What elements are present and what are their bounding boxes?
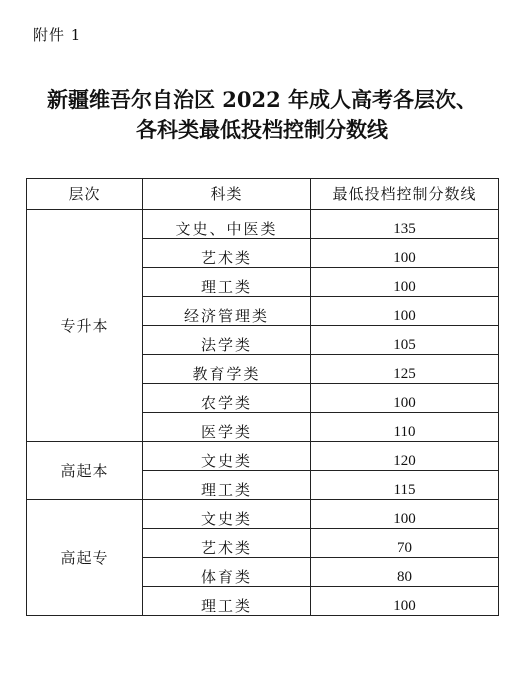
level-cell-gaoqiben: 高起本 bbox=[27, 442, 143, 500]
category-cell: 医学类 bbox=[143, 413, 311, 442]
score-cell: 110 bbox=[311, 413, 499, 442]
score-cell: 105 bbox=[311, 326, 499, 355]
category-cell: 教育学类 bbox=[143, 355, 311, 384]
category-cell: 经济管理类 bbox=[143, 297, 311, 326]
score-cell: 100 bbox=[311, 297, 499, 326]
score-cell: 125 bbox=[311, 355, 499, 384]
header-score: 最低投档控制分数线 bbox=[311, 179, 499, 210]
category-cell: 法学类 bbox=[143, 326, 311, 355]
attachment-label: 附件 1 bbox=[33, 26, 82, 44]
header-level: 层次 bbox=[27, 179, 143, 210]
category-cell: 文史、中医类 bbox=[143, 210, 311, 239]
level-cell-gaoqizhuan: 高起专 bbox=[27, 500, 143, 616]
category-cell: 农学类 bbox=[143, 384, 311, 413]
table-row bbox=[27, 442, 499, 471]
score-cell: 120 bbox=[311, 442, 499, 471]
score-cell: 100 bbox=[311, 239, 499, 268]
score-cell: 80 bbox=[311, 558, 499, 587]
table-header-row bbox=[27, 179, 499, 210]
level-cell-zhuanshengben: 专升本 bbox=[27, 210, 143, 442]
category-cell: 艺术类 bbox=[143, 529, 311, 558]
table-row bbox=[27, 210, 499, 239]
category-cell: 艺术类 bbox=[143, 239, 311, 268]
score-cell: 135 bbox=[311, 210, 499, 239]
document-title-line-1: 新疆维吾尔自治区 2022 年成人高考各层次、 bbox=[46, 87, 478, 112]
score-table bbox=[26, 178, 499, 616]
category-cell: 理工类 bbox=[143, 471, 311, 500]
score-cell: 100 bbox=[311, 268, 499, 297]
document-title-line-2: 各科类最低投档控制分数线 bbox=[136, 117, 388, 142]
category-cell: 文史类 bbox=[143, 500, 311, 529]
category-cell: 理工类 bbox=[143, 268, 311, 297]
score-cell: 115 bbox=[311, 471, 499, 500]
category-cell: 体育类 bbox=[143, 558, 311, 587]
category-cell: 文史类 bbox=[143, 442, 311, 471]
score-cell: 100 bbox=[311, 587, 499, 616]
category-cell: 理工类 bbox=[143, 587, 311, 616]
table-row bbox=[27, 500, 499, 529]
score-cell: 100 bbox=[311, 384, 499, 413]
score-cell: 100 bbox=[311, 500, 499, 529]
score-cell: 70 bbox=[311, 529, 499, 558]
header-category: 科类 bbox=[143, 179, 311, 210]
